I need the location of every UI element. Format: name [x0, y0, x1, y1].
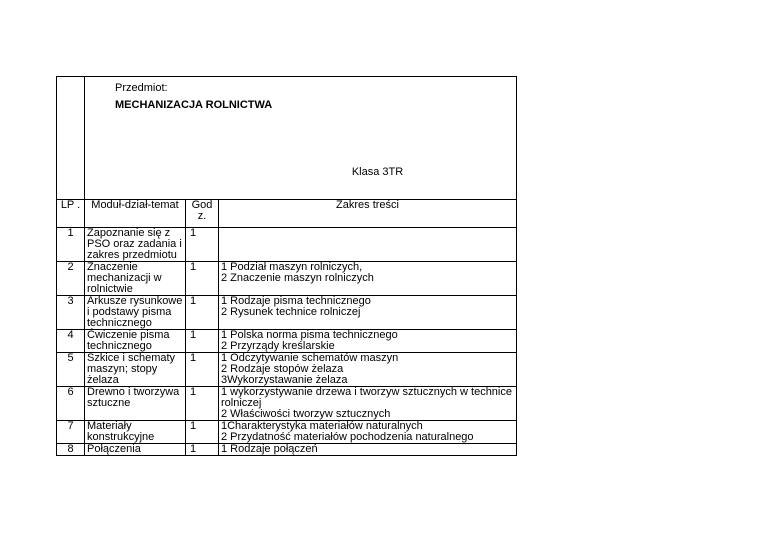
row-topic: Ćwiczenie pisma technicznego [85, 330, 186, 353]
curriculum-table [56, 76, 517, 456]
row-hours: 1 [186, 296, 219, 330]
row-topic: Połączenia [85, 444, 186, 456]
header-empty-cell [57, 77, 85, 200]
row-topic: Drewno i tworzywa sztuczne [85, 387, 186, 421]
subject-name: MECHANIZACJA ROLNICTWA [115, 99, 273, 111]
row-content: 1 Rodzaje połączeń [219, 444, 517, 456]
row-content: 1Charakterystyka materiałów naturalnych 2 Przydatność materiałów pochodzenia naturalnego [219, 421, 517, 444]
subject-label: Przedmiot: [115, 82, 168, 94]
row-content [219, 228, 517, 262]
class-label: Klasa 3TR [351, 166, 404, 178]
row-content: 1 Podział maszyn rolniczych, 2 Znaczenie maszyn rolniczych [219, 262, 517, 296]
row-content: 1 wykorzystywanie drzewa i tworzyw sztucznych w technice rolniczej 2 Właściwości tworzyw sztucznych [219, 387, 517, 421]
table-row [57, 330, 517, 353]
row-topic: Zapoznanie się z PSO oraz zadania i zakres przedmiotu [85, 228, 186, 262]
subject-cell [85, 77, 517, 200]
row-lp: 6 [57, 387, 85, 421]
column-header-row [57, 200, 517, 228]
header-row [57, 77, 517, 200]
row-hours: 1 [186, 444, 219, 456]
table-row [57, 353, 517, 387]
table-row [57, 228, 517, 262]
row-hours: 1 [186, 228, 219, 262]
row-content: 1 Polska norma pisma technicznego 2 Przyrządy kreślarskie [219, 330, 517, 353]
row-lp: 5 [57, 353, 85, 387]
row-lp: 7 [57, 421, 85, 444]
row-topic: Szkice i schematy maszyn; stopy żelaza [85, 353, 186, 387]
col-hours-header: God z. [186, 200, 219, 228]
table-row [57, 296, 517, 330]
row-content: 1 Rodzaje pisma technicznego 2 Rysunek technice rolniczej [219, 296, 517, 330]
row-hours: 1 [186, 262, 219, 296]
col-module-header: Moduł-dział-temat [85, 200, 186, 228]
table-row [57, 387, 517, 421]
row-topic: Arkusze rysunkowe i podstawy pisma technicznego [85, 296, 186, 330]
row-hours: 1 [186, 330, 219, 353]
row-hours: 1 [186, 421, 219, 444]
col-lp-header: LP . [57, 200, 85, 228]
row-hours: 1 [186, 353, 219, 387]
row-lp: 3 [57, 296, 85, 330]
row-content: 1 Odczytywanie schematów maszyn 2 Rodzaje stopów żelaza 3Wykorzystawanie żelaza [219, 353, 517, 387]
col-content-header: Zakres treści [219, 200, 517, 228]
row-lp: 4 [57, 330, 85, 353]
row-topic: Znaczenie mechanizacji w rolnictwie [85, 262, 186, 296]
row-lp: 2 [57, 262, 85, 296]
row-lp: 8 [57, 444, 85, 456]
table-row [57, 444, 517, 456]
row-lp: 1 [57, 228, 85, 262]
table-row [57, 421, 517, 444]
row-hours: 1 [186, 387, 219, 421]
table-row [57, 262, 517, 296]
row-topic: Materiały konstrukcyjne [85, 421, 186, 444]
